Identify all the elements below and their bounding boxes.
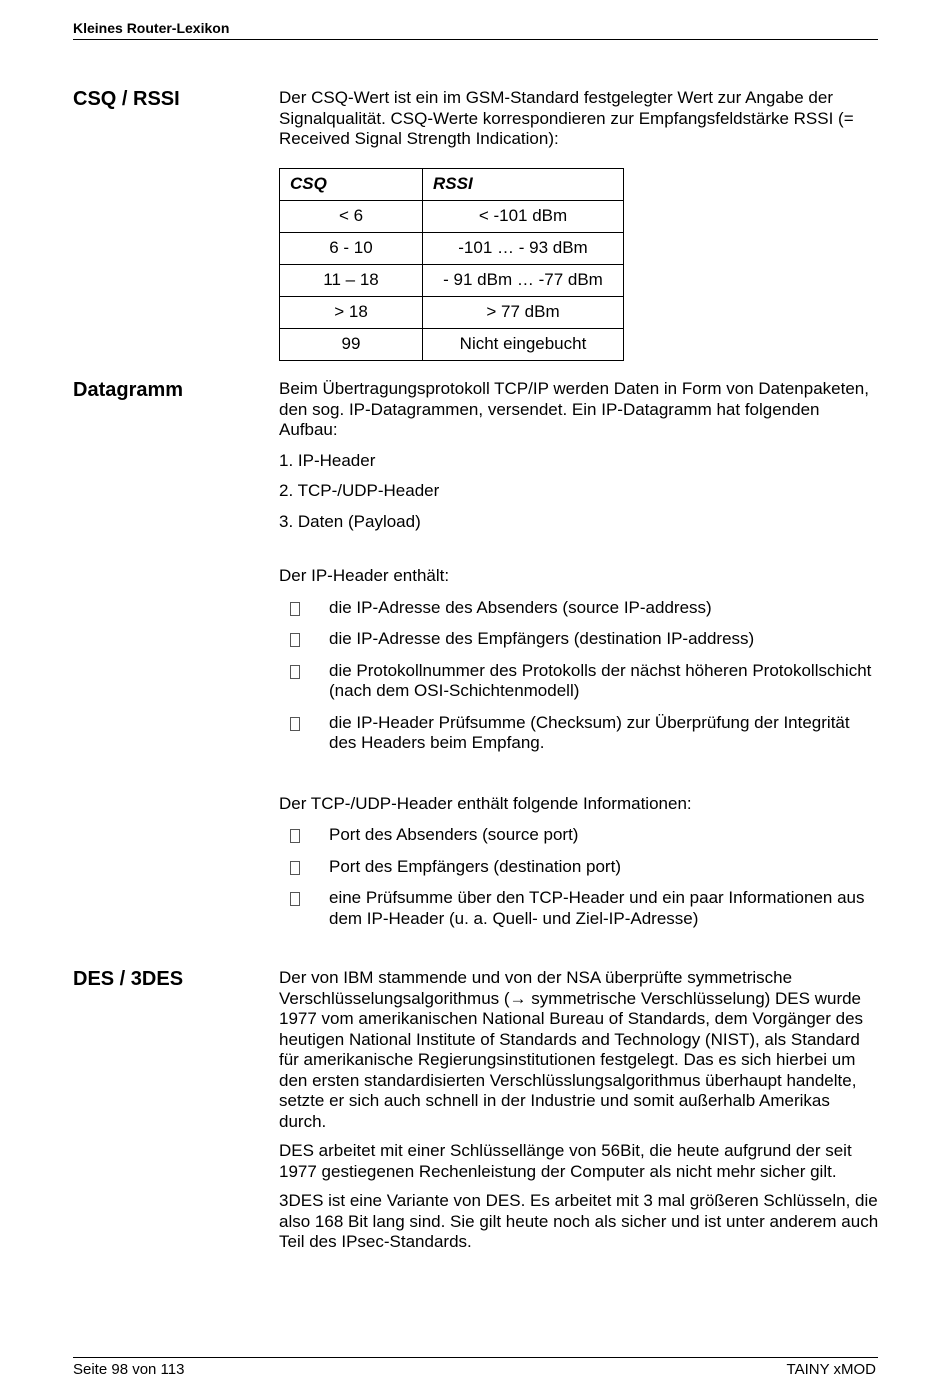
table-row: [280, 264, 624, 296]
csq-body: [279, 88, 879, 361]
table-row: [280, 200, 624, 232]
datagramm-structure-list: [279, 451, 879, 533]
table-cell: 6 - 10: [280, 232, 423, 264]
bullet-box-icon: [290, 665, 300, 679]
table-cell: < -101 dBm: [423, 200, 624, 232]
tcp-header-intro: Der TCP-/UDP-Header enthält folgende Informationen:: [279, 793, 692, 813]
table-cell: > 18: [280, 296, 423, 328]
bullet-box-icon: [290, 829, 300, 843]
running-header: Kleines Router-Lexikon: [73, 20, 230, 36]
header-rule: [73, 39, 878, 40]
table-header-rssi: RSSI: [423, 168, 624, 200]
table-cell: 11 – 18: [280, 264, 423, 296]
bullet-box-icon: [290, 602, 300, 616]
list-item-text: die IP-Adresse des Empfängers (destination IP-address): [329, 629, 755, 648]
list-item: [279, 598, 879, 619]
table-cell: > 77 dBm: [423, 296, 624, 328]
des-paragraph: 3DES ist eine Variante von DES. Es arbeitet mit 3 mal größeren Schlüsseln, die also 168 Bit lang sind. Sie gilt heute noch als sicher und ist unter anderem auch Teil des IPsec-Standards.: [279, 1191, 879, 1251]
table-header-csq: CSQ: [280, 168, 423, 200]
list-item: [279, 888, 879, 929]
bullet-box-icon: [290, 892, 300, 906]
table-cell: Nicht eingebucht: [423, 328, 624, 360]
term-datagramm: Datagramm: [73, 379, 184, 401]
ip-header-intro: Der IP-Header enthält:: [279, 566, 450, 585]
list-item: [279, 629, 879, 650]
table-cell: < 6: [280, 200, 423, 232]
table-row: [280, 232, 624, 264]
list-item-text: eine Prüfsumme über den TCP-Header und ein paar Informationen aus dem IP-Header (u. a. Quell- und Ziel-IP-Adresse): [329, 888, 865, 928]
list-item-text: die IP-Header Prüfsumme (Checksum) zur Überprüfung der Integrität des Headers beim Empfang.: [329, 712, 850, 752]
footer-rule: [73, 1357, 878, 1358]
product-name: TAINY xMOD: [786, 1361, 876, 1378]
page-number: Seite 98 von 113: [73, 1361, 185, 1378]
datagramm-intro: Beim Übertragungsprotokoll TCP/IP werden Daten in Form von Datenpaketen, den sog. IP-Datagrammen, versendet. Ein IP-Datagramm hat folgenden Aufbau:: [279, 379, 869, 439]
list-item: [279, 713, 879, 754]
ip-header-list: [279, 598, 879, 754]
tcp-header-list: [279, 825, 879, 929]
list-item-text: Port des Absenders (source port): [329, 825, 579, 844]
table-header-row: [280, 168, 624, 200]
list-item: [279, 661, 879, 702]
table-cell: -101 … - 93 dBm: [423, 232, 624, 264]
bullet-box-icon: [290, 633, 300, 647]
des-paragraph: Der von IBM stammende und von der NSA überprüfte symmetrische Verschlüsselungsalgorithmus (→ symmetrische Verschlüsselung) DES wurde 1977 vom amerikanischen National Bureau of Standards, dem Vorgänger des heutigen National Institute of Standards and Technology (NIST), als Standard für amerikanische Regierungsinstitutionen festgelegt. Das es sich hierbei um den ersten standardisierten Verschlüsslungsalgorithmus überhaupt handelte, setzte er sich auch schnell in der Industrie und somit außerhalb Amerikas durch.: [279, 968, 864, 1131]
bullet-box-icon: [290, 861, 300, 875]
csq-intro: Der CSQ-Wert ist ein im GSM-Standard festgelegter Wert zur Angabe der Signalqualität. CSQ-Werte korrespondieren zur Empfangsfeldstärke RSSI (= Received Signal Strength Indication):: [279, 88, 854, 148]
table-row: [280, 328, 624, 360]
des-body: [279, 968, 879, 1262]
term-des-3des: DES / 3DES: [73, 968, 184, 990]
list-item-text: die Protokollnummer des Protokolls der nächst höheren Protokollschicht (nach dem OSI-Schichtenmodell): [329, 660, 872, 700]
table-cell: - 91 dBm … -77 dBm: [423, 264, 624, 296]
term-csq-rssi: CSQ / RSSI: [73, 88, 180, 110]
list-item-text: die IP-Adresse des Absenders (source IP-address): [329, 597, 712, 617]
table-row: [280, 296, 624, 328]
des-paragraph: DES arbeitet mit einer Schlüssellänge von 56Bit, die heute aufgrund der seit 1977 gestiegenen Rechenleistung der Computer als nicht mehr sicher gilt.: [279, 1141, 852, 1181]
list-item: 2. TCP-/UDP-Header: [279, 481, 440, 500]
list-item: [279, 825, 879, 846]
datagramm-body: [279, 379, 879, 940]
csq-rssi-table: [279, 168, 624, 361]
bullet-box-icon: [290, 717, 300, 731]
list-item-text: Port des Empfängers (destination port): [329, 856, 621, 876]
list-item: [279, 857, 879, 878]
table-cell: 99: [280, 328, 423, 360]
list-item: 3. Daten (Payload): [279, 511, 421, 531]
list-item: 1. IP-Header: [279, 450, 376, 470]
